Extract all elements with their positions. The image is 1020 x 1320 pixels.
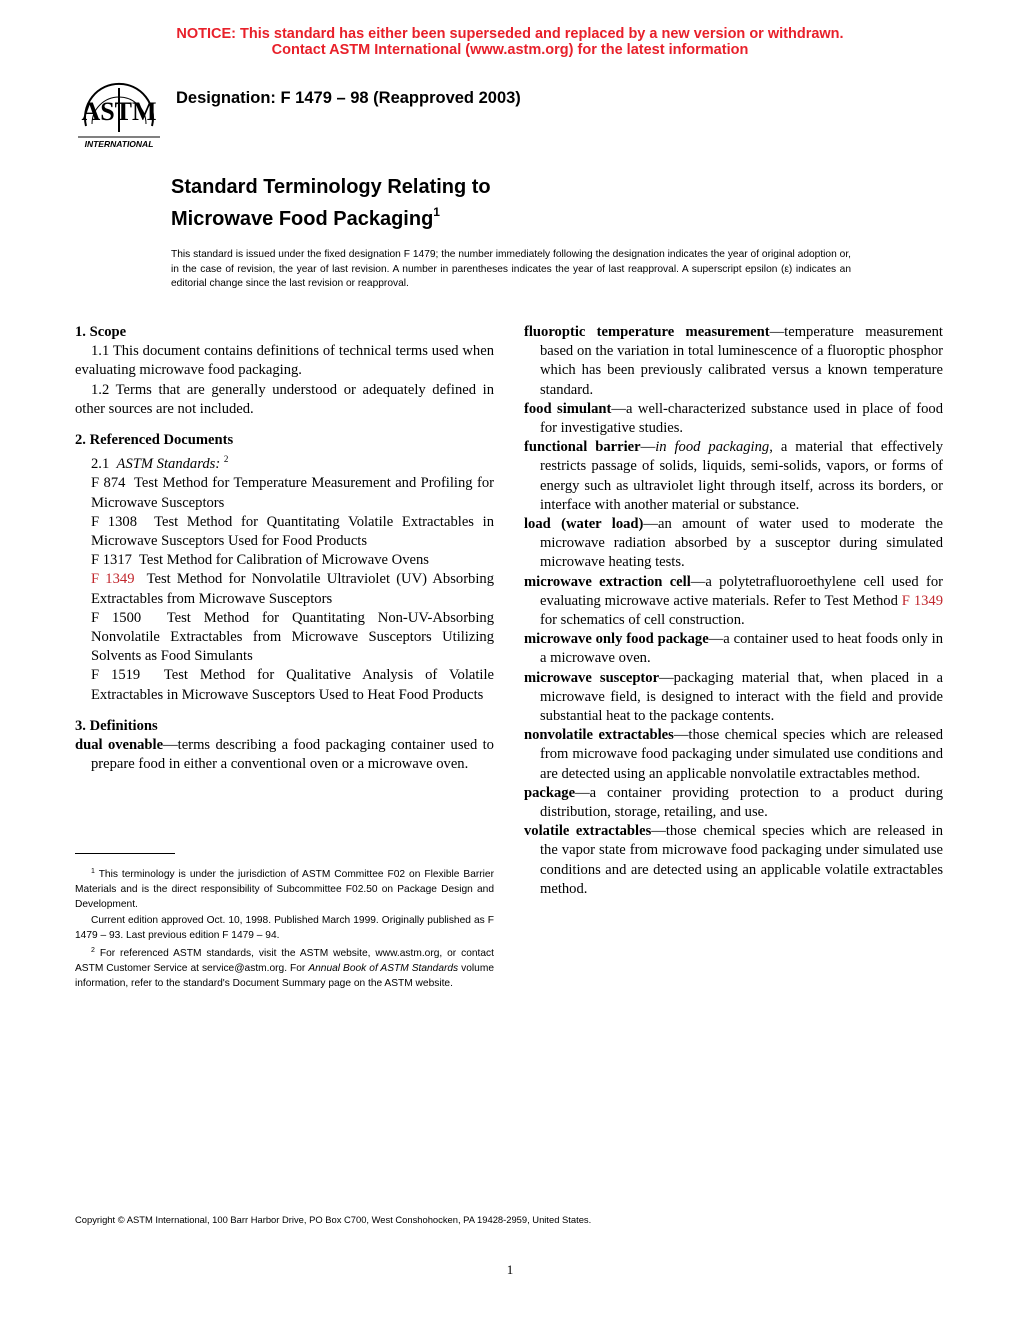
reference-title: Test Method for Nonvolatile Ultraviolet (UV) Absorbing Extractables from Microwave Susceptors — [91, 571, 494, 607]
definition-term: food simulant — [524, 400, 612, 417]
definition-term: microwave only food package — [524, 631, 709, 648]
definition-text: —those chemical species which are released in the vapor state from microwave food packaging under simulated use conditions and are detected using an applicable volatile extractables method. — [540, 823, 943, 897]
reference-item — [75, 666, 494, 704]
footnote-divider — [75, 853, 175, 854]
logo-text: ASTM — [81, 97, 157, 126]
definition-text: , a material that effectively restricts passage of solids, liquids, semi-solids, vapors, or forms of energy such as ultraviolet light through itself, across its borders, or interface with another material or substance. — [540, 439, 943, 513]
footnote-2 — [75, 943, 494, 992]
astm-logo — [76, 74, 162, 150]
definition-dash: — — [640, 439, 656, 456]
scope-paragraph-1: 1.1 This document contains definitions of technical terms used when evaluating microwave food packaging. — [75, 343, 494, 379]
definition-text: —a well-characterized substance used in place of food for investigative studies. — [540, 400, 943, 437]
definition-text-after: for schematics of cell construction. — [540, 612, 745, 629]
definition-item — [524, 630, 943, 668]
definition-term: package — [524, 784, 576, 801]
reference-item — [75, 551, 494, 570]
definition-item — [524, 515, 943, 573]
document-title — [171, 175, 491, 232]
definition-term: dual ovenable — [75, 737, 164, 754]
definition-term: functional barrier — [524, 439, 641, 456]
definition-term: load (water load) — [524, 516, 644, 533]
footnote-2-mark: 2 — [91, 947, 95, 955]
definition-term: fluoroptic temperature measurement — [524, 324, 770, 340]
subheading-number: 2.1 — [91, 456, 110, 473]
section-heading-referenced: 2. Referenced Documents — [75, 432, 234, 449]
definition-context: in food packaging — [655, 439, 770, 456]
definition-text: —a container providing protection to a product during distribution, storage, retailing, and use. — [540, 784, 943, 821]
right-column — [524, 323, 943, 899]
definition-item — [524, 669, 943, 727]
definition-text: —terms describing a food packaging container used to prepare food in either a conventional oven or a microwave oven. — [91, 737, 494, 773]
footnotes — [75, 864, 494, 992]
scope-paragraph-2: 1.2 Terms that are generally understood or adequately defined in other sources are not included. — [75, 381, 494, 417]
designation: Designation: F 1479 – 98 (Reapproved 2003) — [176, 89, 521, 107]
definition-text: —a container used to heat foods only in a microwave oven. — [540, 631, 943, 667]
section-heading-definitions: 3. Definitions — [75, 717, 158, 734]
definition-item — [524, 726, 943, 784]
definition-term: microwave susceptor — [524, 669, 660, 686]
reference-title: Test Method for Qualitative Analysis of Volatile Extractables in Microwave Susceptors Used to Heat Food Products — [91, 667, 495, 703]
reference-item — [75, 609, 494, 667]
definition-text: —packaging material that, when placed in a microwave field, is designed to interact with the field and provide substantial heat to the package contents. — [540, 669, 943, 725]
reference-title: Test Method for Quantitating Non-UV-Absorbing Nonvolatile Extractables from Microwave Susceptors Utilizing Solvents as Food Simulants — [91, 609, 494, 665]
reference-item — [75, 570, 494, 608]
definition-item — [524, 323, 943, 400]
reference-code: F 1519 — [91, 667, 141, 684]
reference-item — [75, 474, 494, 512]
title-line-2-text: Microwave Food Packaging — [171, 208, 434, 230]
astm-standards-subheading — [75, 450, 494, 474]
notice-line-1: NOTICE: This standard has either been superseded and replaced by a new version or withdrawn. — [176, 26, 844, 42]
footnote-2-book-title: Annual Book of ASTM Standards — [308, 963, 459, 975]
definition-item — [524, 573, 943, 631]
definition-term: microwave extraction cell — [524, 573, 691, 590]
title-line-2 — [171, 200, 491, 232]
footnote-1-text: This terminology is under the jurisdiction of ASTM Committee F02 on Flexible Barrier Materials and is the direct responsibility of Subcommittee F02.50 on Package Design and Development. — [75, 869, 494, 911]
footnote-2-text-after: volume information, refer to the standard's Document Summary page on the ASTM website. — [75, 963, 495, 990]
definition-item — [524, 400, 943, 438]
notice-line-2: Contact ASTM International (www.astm.org) for the latest information — [271, 42, 749, 58]
definition-item — [524, 438, 943, 515]
subheading-footnote-mark: 2 — [223, 454, 229, 465]
page-number: 1 — [506, 1262, 514, 1277]
definition-term: volatile extractables — [524, 823, 652, 840]
definition-item — [524, 822, 943, 899]
definition-text: —those chemical species which are released from microwave food packaging under simulated use conditions and are detected using an applicable nonvolatile extractables method. — [540, 727, 943, 782]
definition-term: nonvolatile extractables — [524, 727, 674, 744]
reference-code: F 1500 — [91, 609, 142, 626]
notice-banner — [0, 26, 1020, 58]
subheading-label: ASTM Standards: — [116, 456, 221, 473]
reference-code-link[interactable]: F 1349 — [91, 571, 135, 588]
left-column — [75, 323, 494, 774]
copyright-line: Copyright © ASTM International, 100 Barr Harbor Drive, PO Box C700, West Conshohocken, PA 19428-2959, United States. — [75, 1214, 592, 1225]
section-heading-scope: 1. Scope — [75, 324, 127, 340]
footnote-1-mark: 1 — [91, 868, 95, 875]
definition-text: —temperature measurement based on the variation in total luminescence of a fluoroptic phosphor which has been previously calibrated versus a known temperature standard. — [540, 324, 943, 398]
reference-code: F 1317 — [91, 552, 132, 569]
title-footnote-mark: 1 — [433, 205, 440, 219]
definition-item — [524, 784, 943, 822]
reference-item — [75, 513, 494, 551]
definition-link[interactable]: F 1349 — [901, 592, 944, 609]
footnote-2-text: For referenced ASTM standards, visit the ASTM website, www.astm.org, or contact ASTM Customer Service at service@astm.org. For — [75, 948, 494, 975]
reference-title: Test Method for Temperature Measurement and Profiling for Microwave Susceptors — [91, 475, 494, 511]
definition-text: —a polytetrafluoroethylene cell used for evaluating microwave active materials. Refer to Test Method — [540, 573, 943, 609]
reference-title: Test Method for Quantitating Volatile Extractables in Microwave Susceptors Used for Food Products — [91, 513, 495, 550]
title-line-1: Standard Terminology Relating to — [171, 176, 491, 198]
intro-paragraph: This standard is issued under the fixed designation F 1479; the number immediately following the designation indicates the year of original adoption or, in the case of revision, the year of last revision. A number in parentheses indicates the year of last reapproval. A superscript epsilon (ε) indicates an editorial change since the last revision or reapproval. — [171, 249, 851, 290]
reference-code: F 1308 — [91, 513, 137, 530]
definition-text: —an amount of water used to moderate the microwave radiation absorbed by a susceptor during simulated microwave heating tests. — [540, 516, 943, 571]
reference-title: Test Method for Calibration of Microwave Ovens — [139, 552, 429, 569]
footnote-1 — [75, 864, 494, 913]
reference-code: F 874 — [91, 475, 126, 492]
footnote-1-edition: Current edition approved Oct. 10, 1998. Published March 1999. Originally published as F 1479 – 93. Last previous edition F 1479 – 94. — [75, 914, 494, 941]
astm-logo-graphic — [76, 74, 162, 150]
logo-subtext: INTERNATIONAL — [84, 139, 154, 149]
definition-item — [75, 736, 494, 774]
